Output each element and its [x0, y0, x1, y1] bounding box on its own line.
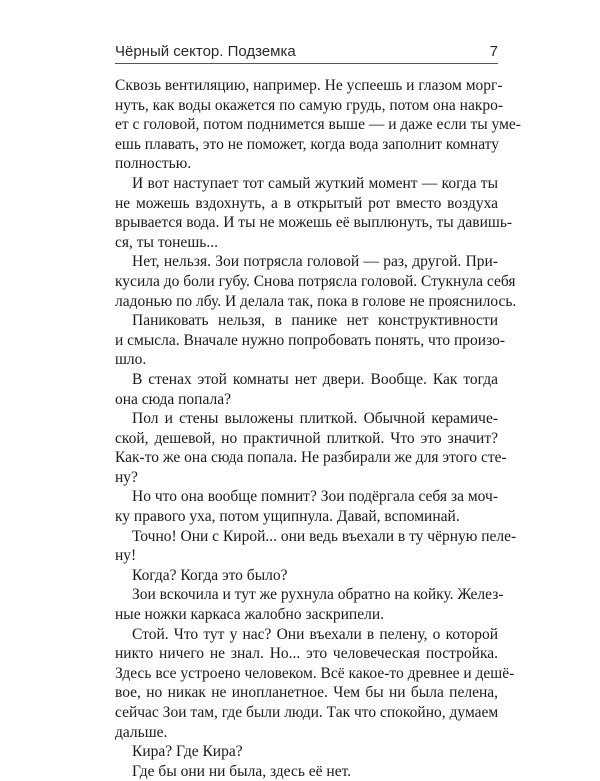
paragraph: [115, 566, 498, 586]
page-number: 7: [489, 43, 498, 60]
text-line: Точно! Они с Кирой... они ведь въехали в ту чёрную пеле-: [132, 527, 517, 545]
text-line: В стенах этой комнаты нет двери. Вообще. Как тогда: [132, 370, 498, 388]
text-line: дальше.: [115, 723, 168, 741]
text-line: ку правого уха, потом ущипнула. Давай, вспоминай.: [115, 508, 460, 526]
paragraph: [115, 527, 517, 566]
text-line: шло.: [115, 351, 147, 369]
text-line: нуть, как воды окажется по самую грудь, потом она накро-: [115, 96, 504, 114]
text-line: сейчас Зои там, где были люди. Так что спокойно, думаем: [115, 704, 499, 721]
text-line: Когда? Когда это было?: [132, 566, 288, 584]
text-line: и смысла. Вначале нужно попробовать понять, что произо-: [115, 331, 506, 349]
running-header: [115, 33, 498, 60]
paragraph: [115, 625, 515, 743]
paragraph: [115, 762, 498, 781]
paragraph: [115, 252, 517, 311]
text-line: Пол и стены выложены плиткой. Обычной керамиче-: [132, 410, 498, 428]
text-line: И вот наступает тот самый жуткий момент — когда ты: [132, 174, 498, 192]
text-line: она сюда попала?: [115, 390, 231, 408]
running-title: Чёрный сектор. Подземка: [115, 43, 296, 60]
text-line: ешь плавать, это не поможет, когда вода заполнит комнату: [115, 135, 500, 153]
paragraph: [115, 174, 513, 252]
text-line: Паниковать нельзя, в панике нет конструктивности: [132, 312, 498, 330]
header-divider: [115, 63, 498, 64]
paragraph: [115, 585, 504, 624]
paragraph: [115, 487, 498, 526]
text-line: Где бы они ни была, здесь её нет.: [132, 762, 352, 780]
paragraph: [115, 370, 498, 409]
text-line: не можешь вздохнуть, а в открытый рот вместо воздуха: [115, 194, 498, 212]
paragraph: [115, 311, 506, 370]
text-line: кусила до боли губу. Снова потрясла головой. Стукнула себя: [115, 272, 516, 290]
text-line: никто ничего не знал. Но... это человеческая постройка.: [115, 645, 498, 663]
text-line: ные ножки каркаса жалобно заскрипели.: [115, 606, 385, 624]
text-line: Как-то же она сюда попала. Не разбирали же для этого сте-: [115, 449, 507, 467]
text-line: Кира? Где Кира?: [132, 743, 243, 761]
text-line: ну?: [115, 468, 138, 486]
text-line: полностью.: [115, 155, 192, 173]
text-line: ся, ты тонешь...: [115, 233, 218, 251]
text-line: Сквозь вентиляцию, например. Не успеешь и глазом морг-: [115, 77, 503, 94]
paragraph: [115, 76, 521, 174]
text-line: ской, дешевой, но практичной плиткой. Что это значит?: [115, 429, 498, 447]
text-line: Нет, нельзя. Зои потрясла головой — раз, другой. При-: [132, 253, 498, 271]
text-line: Зои вскочила и тут же рухнула обратно на койку. Желез-: [132, 586, 504, 604]
text-line: ну!: [115, 547, 137, 565]
text-line: ет с головой, потом поднимется выше — и даже если ты уме-: [115, 116, 521, 134]
text-line: врывается вода. И ты не можешь её выплюнуть, ты давишь-: [115, 214, 513, 232]
text-line: Здесь все устроено человеком. Всё какое-то древнее и дешё-: [115, 664, 515, 682]
text-line: Стой. Что тут у нас? Они въехали в пелену, о которой: [132, 625, 498, 643]
text-line: ладонью по лбу. И делала так, пока в голове не прояснилось.: [115, 292, 517, 310]
text-line: Но что она вообще помнит? Зои подёргала себя за моч-: [132, 488, 498, 506]
paragraph: [115, 409, 507, 487]
text-line: вое, но никак не инопланетное. Чем бы ни была пелена,: [115, 684, 498, 702]
body-text: [115, 76, 521, 781]
paragraph: [115, 742, 498, 762]
